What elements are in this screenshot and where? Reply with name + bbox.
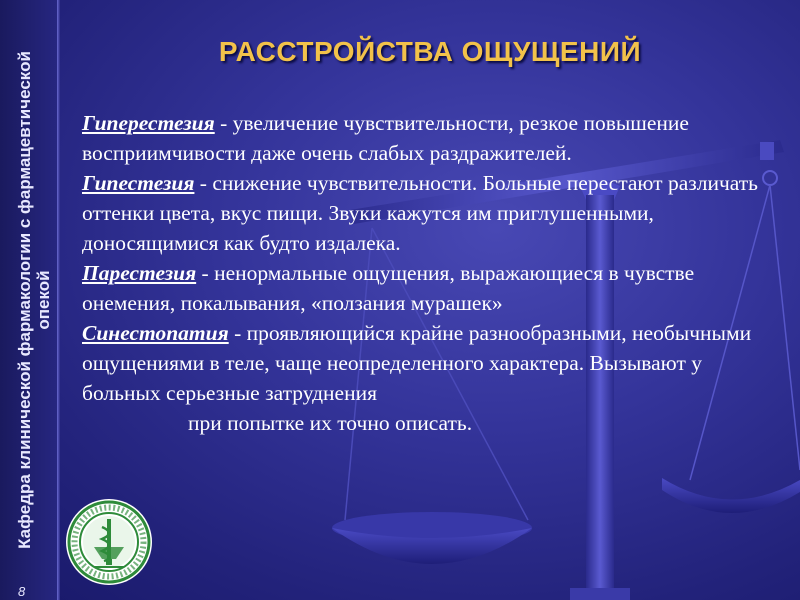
term-label: Гиперестезия bbox=[82, 111, 215, 135]
department-label bbox=[15, 10, 53, 590]
department-label-line2: опекой bbox=[34, 270, 53, 330]
term-label: Парестезия bbox=[82, 261, 197, 285]
term-definition: - увеличение чувствительности, резкое повышение восприимчивости даже очень слабых раздражителей. bbox=[82, 111, 689, 165]
term-definition: - проявляющийся крайне разнообразными, необычными ощущениями в теле, чаще неопределенного характера. Вызывают у больных серьезные затруднения bbox=[82, 321, 752, 405]
definition-item bbox=[82, 168, 772, 258]
pharmacy-emblem-icon bbox=[64, 497, 154, 587]
sidebar bbox=[0, 0, 57, 600]
definition-item bbox=[82, 108, 772, 168]
definition-continuation: при попытке их точно описать. bbox=[188, 411, 473, 435]
term-label: Синестопатия bbox=[82, 321, 229, 345]
department-label-line1: Кафедра клинической фармакологии с фармацевтической bbox=[15, 51, 34, 549]
term-definition: - снижение чувствительности. Больные перестают различать оттенки цвета, вкус пищи. Звуки кажутся им приглушенными, доносящимися как будто издалека. bbox=[82, 171, 758, 255]
definition-item bbox=[82, 318, 772, 408]
sidebar-divider bbox=[57, 0, 60, 600]
page-number: 8 bbox=[18, 584, 26, 599]
term-definition: - ненормальные ощущения, выражающиеся в чувстве онемения, покалывания, «ползания мурашек» bbox=[82, 261, 695, 315]
definition-item bbox=[82, 258, 772, 318]
content-body bbox=[82, 108, 772, 438]
term-label: Гипестезия bbox=[82, 171, 195, 195]
slide-title: РАССТРОЙСТВА ОЩУЩЕНИЙ bbox=[218, 36, 642, 67]
